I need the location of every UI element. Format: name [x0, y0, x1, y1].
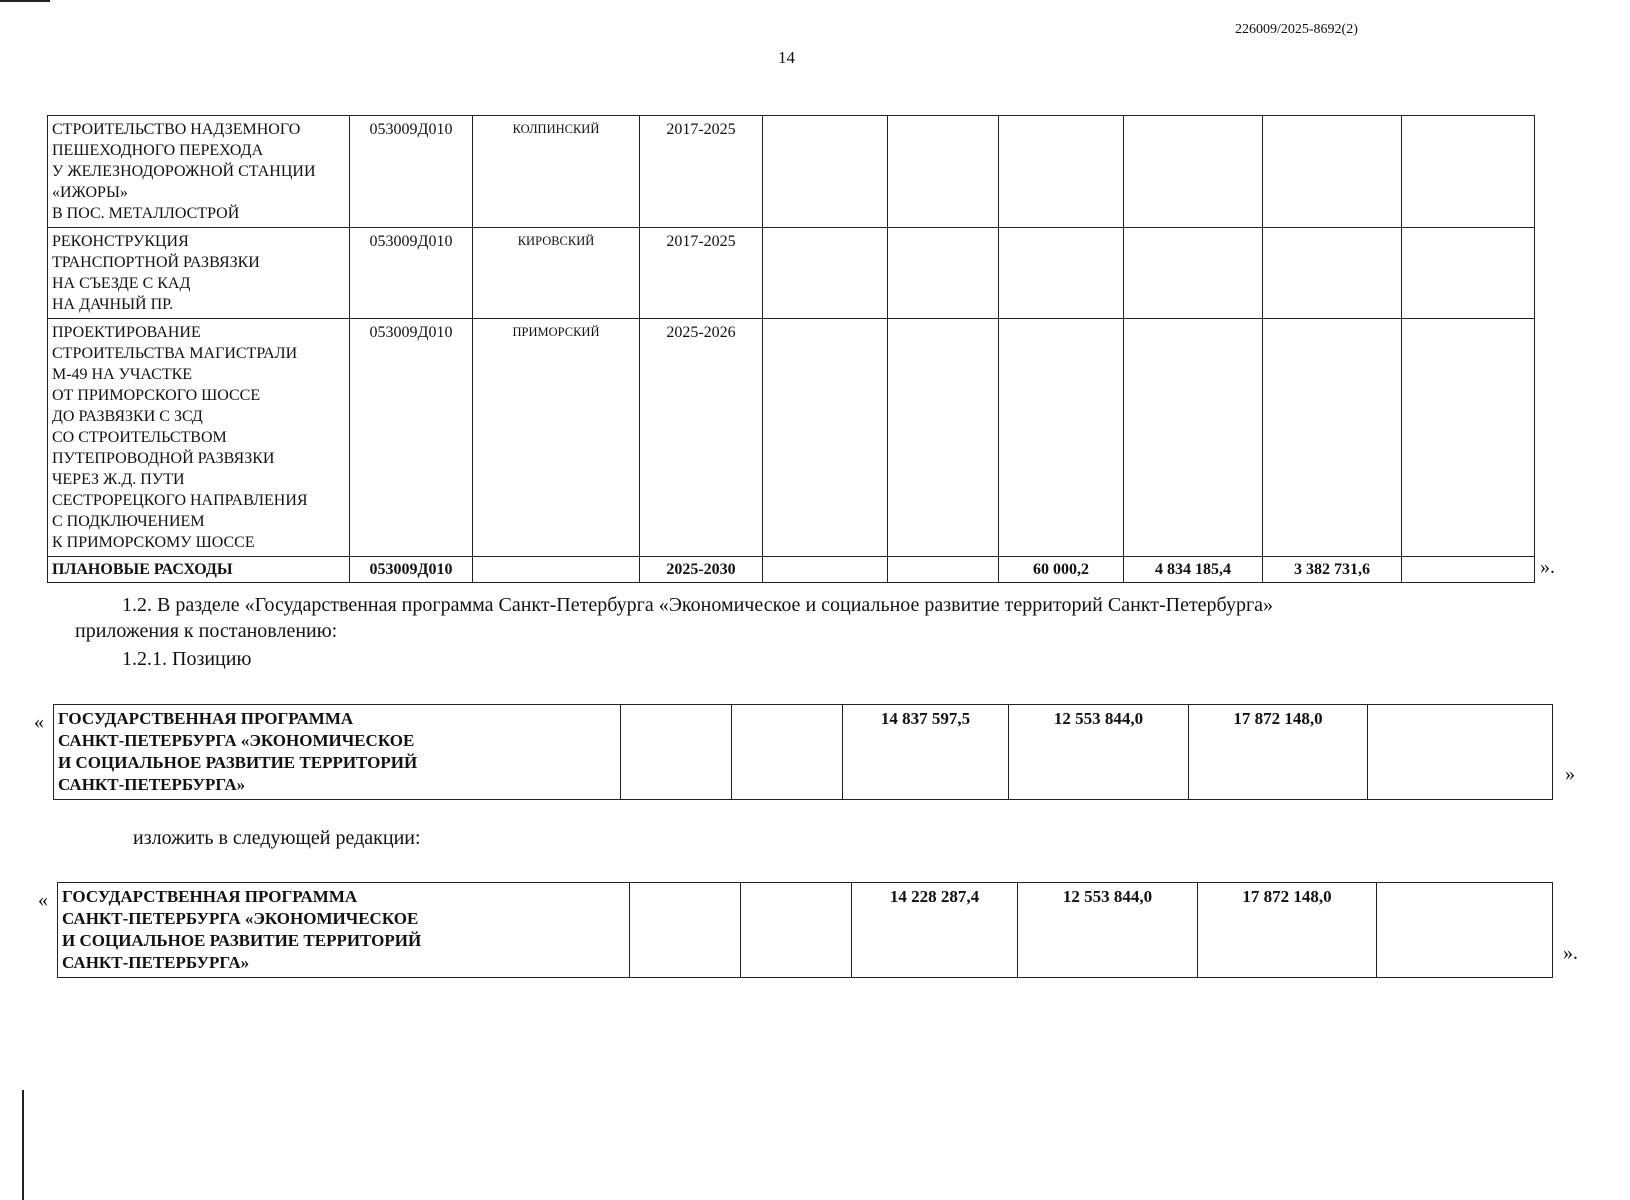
program-old-table — [53, 704, 1553, 800]
object-code: 053009Д010 — [350, 116, 473, 228]
top-edge-rule — [0, 0, 50, 2]
program-value-3: 17 872 148,0 — [1189, 705, 1368, 800]
object-code: 053009Д010 — [350, 319, 473, 557]
object-period: 2017-2025 — [640, 228, 763, 319]
opening-quote: « — [38, 889, 48, 911]
closing-quote: ». — [1540, 556, 1555, 578]
program-name: ГОСУДАРСТВЕННАЯ ПРОГРАММА САНКТ-ПЕТЕРБУРГА «ЭКОНОМИЧЕСКОЕ И СОЦИАЛЬНОЕ РАЗВИТИЕ ТЕРРИТОРИЙ САНКТ-ПЕТЕРБУРГА» — [58, 883, 630, 978]
opening-quote: « — [34, 711, 44, 733]
total-period: 2025-2030 — [640, 557, 763, 583]
program-value-2: 12 553 844,0 — [1018, 883, 1198, 978]
object-district: КОЛПИНСКИЙ — [473, 116, 640, 228]
total-value-1: 60 000,2 — [999, 557, 1124, 583]
table-row — [48, 116, 1535, 228]
object-period: 2025-2026 — [640, 319, 763, 557]
total-value-3: 3 382 731,6 — [1263, 557, 1402, 583]
table-row — [58, 883, 1553, 978]
table-row — [48, 228, 1535, 319]
paragraph-1-2: 1.2. В разделе «Государственная программа Санкт-Петербурга «Экономическое и социальное развитие территорий Санкт-Петербурга» — [122, 594, 1274, 616]
paragraph-1-2-continued: приложения к постановлению: — [75, 620, 338, 642]
objects-table — [47, 115, 1535, 583]
object-period: 2017-2025 — [640, 116, 763, 228]
document-number: 226009/2025-8692(2) — [1235, 22, 1358, 37]
program-value-1: 14 837 597,5 — [843, 705, 1009, 800]
table-row — [48, 319, 1535, 557]
object-name: РЕКОНСТРУКЦИЯ ТРАНСПОРТНОЙ РАЗВЯЗКИ НА СЪЕЗДЕ С КАД НА ДАЧНЫЙ ПР. — [48, 228, 350, 319]
program-value-1: 14 228 287,4 — [852, 883, 1018, 978]
object-district: ПРИМОРСКИЙ — [473, 319, 640, 557]
object-name: ПРОЕКТИРОВАНИЕ СТРОИТЕЛЬСТВА МАГИСТРАЛИ М-49 НА УЧАСТКЕ ОТ ПРИМОРСКОГО ШОССЕ ДО РАЗВЯЗКИ С ЗСД СО СТРОИТЕЛЬСТВОМ ПУТЕПРОВОДНОЙ РАЗВЯЗКИ ЧЕРЕЗ Ж.Д. ПУТИ СЕСТРОРЕЦКОГО НАПРАВЛЕНИЯ С ПОДКЛЮЧЕНИЕМ К ПРИМОРСКОМУ ШОССЕ — [48, 319, 350, 557]
total-value-2: 4 834 185,4 — [1124, 557, 1263, 583]
total-label: ПЛАНОВЫЕ РАСХОДЫ — [48, 557, 350, 583]
total-code: 053009Д010 — [350, 557, 473, 583]
object-code: 053009Д010 — [350, 228, 473, 319]
object-name: СТРОИТЕЛЬСТВО НАДЗЕМНОГО ПЕШЕХОДНОГО ПЕРЕХОДА У ЖЕЛЕЗНОДОРОЖНОЙ СТАНЦИИ «ИЖОРЫ» В ПОС. МЕТАЛЛОСТРОЙ — [48, 116, 350, 228]
closing-quote: » — [1565, 763, 1575, 785]
paragraph-1-2-1: 1.2.1. Позицию — [122, 648, 252, 670]
program-value-3: 17 872 148,0 — [1198, 883, 1377, 978]
total-row — [48, 557, 1535, 583]
program-name: ГОСУДАРСТВЕННАЯ ПРОГРАММА САНКТ-ПЕТЕРБУРГА «ЭКОНОМИЧЕСКОЕ И СОЦИАЛЬНОЕ РАЗВИТИЕ ТЕРРИТОРИЙ САНКТ-ПЕТЕРБУРГА» — [54, 705, 621, 800]
paragraph-replace: изложить в следующей редакции: — [133, 827, 421, 849]
left-margin-line — [22, 1090, 24, 1200]
program-value-2: 12 553 844,0 — [1009, 705, 1189, 800]
page-number: 14 — [778, 48, 795, 67]
program-new-table — [57, 882, 1553, 978]
object-district: КИРОВСКИЙ — [473, 228, 640, 319]
closing-quote: ». — [1563, 942, 1578, 964]
table-row — [54, 705, 1553, 800]
